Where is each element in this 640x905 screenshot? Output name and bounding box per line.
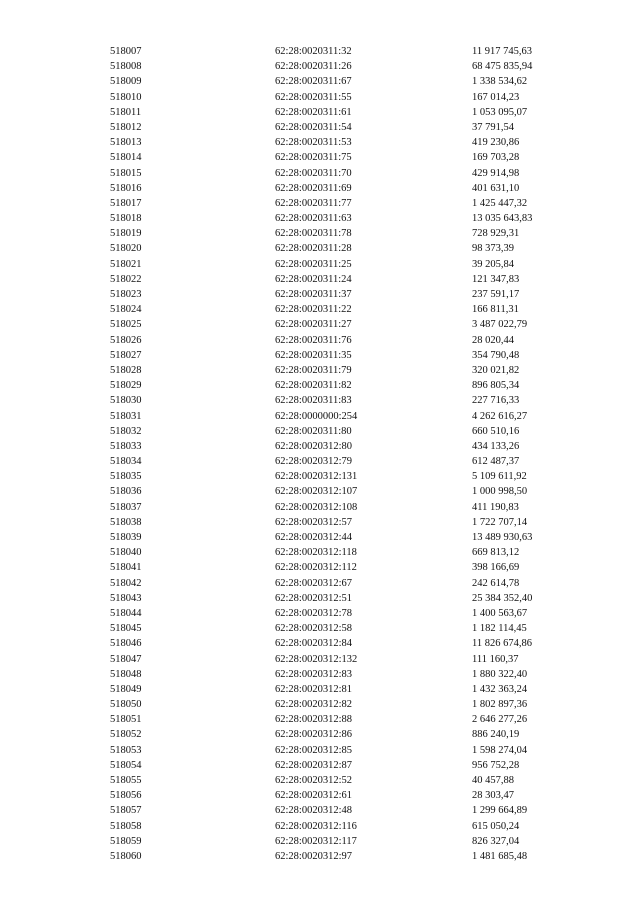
cadastral-value: 1 880 322,40 [472, 668, 528, 680]
table-row [0, 393, 640, 408]
cadastral-number: 62:28:0020312:83 [275, 668, 353, 680]
row-number: 518007 [110, 46, 142, 57]
cadastral-number: 62:28:0020312:78 [275, 607, 353, 619]
row-number: 518056 [110, 790, 142, 802]
row-number: 518057 [110, 805, 142, 817]
cadastral-number: 62:28:0020312:118 [275, 547, 357, 559]
cadastral-value: 1 802 897,36 [472, 699, 528, 711]
row-number: 518011 [110, 106, 142, 118]
cadastral-value: 660 510,16 [472, 425, 520, 437]
table-row [0, 591, 640, 606]
table-row [0, 302, 640, 317]
table-row [0, 849, 640, 864]
cadastral-number: 62:28:0020311:53 [275, 137, 352, 149]
cadastral-number: 62:28:0020312:79 [275, 456, 353, 468]
cadastral-number: 62:28:0020311:22 [275, 304, 352, 316]
cadastral-value: 5 109 611,92 [472, 471, 527, 483]
cadastral-number: 62:28:0020312:131 [275, 471, 358, 483]
cadastral-number: 62:28:0020312:107 [275, 486, 358, 498]
cadastral-number: 62:28:0020312:81 [275, 683, 353, 695]
row-number: 518016 [110, 182, 142, 194]
row-number: 518060 [110, 850, 142, 862]
table-row [0, 105, 640, 120]
row-number: 518055 [110, 775, 142, 786]
cadastral-value: 886 240,19 [472, 729, 520, 741]
row-number: 518033 [110, 440, 142, 452]
cadastral-value: 242 614,78 [472, 577, 520, 589]
cadastral-number: 62:28:0020311:32 [275, 46, 352, 57]
cadastral-number: 62:28:0020312:85 [275, 744, 353, 756]
row-number: 518052 [110, 729, 142, 741]
row-number: 518028 [110, 364, 142, 376]
cadastral-value: 826 327,04 [472, 835, 520, 847]
table-row [0, 317, 640, 332]
cadastral-number: 62:28:0020312:82 [275, 699, 353, 711]
cadastral-value: 1 299 664,89 [472, 805, 528, 817]
cadastral-value: 1 338 534,62 [472, 76, 528, 88]
cadastral-number: 62:28:0020311:78 [275, 228, 352, 240]
row-number: 518013 [110, 137, 142, 149]
table-row [0, 621, 640, 636]
cadastral-number: 62:28:0020311:54 [275, 121, 352, 133]
cadastral-number: 62:28:0020311:25 [275, 258, 352, 270]
table-row [0, 424, 640, 439]
table-row [0, 819, 640, 834]
cadastral-value: 419 230,86 [472, 137, 520, 149]
table-row [0, 135, 640, 150]
cadastral-value: 429 914,98 [472, 167, 520, 179]
cadastral-number: 62:28:0020311:61 [275, 106, 352, 118]
row-number: 518044 [110, 607, 142, 619]
cadastral-value: 121 347,83 [472, 273, 520, 285]
cadastral-number: 62:28:0020311:55 [275, 91, 352, 103]
row-number: 518018 [110, 213, 142, 225]
row-number: 518008 [110, 61, 142, 73]
row-number: 518029 [110, 380, 142, 392]
table-row [0, 439, 640, 454]
cadastral-value: 28 020,44 [472, 334, 514, 346]
table-row [0, 803, 640, 818]
cadastral-value: 1 425 447,32 [472, 197, 528, 209]
cadastral-value: 615 050,24 [472, 820, 520, 832]
cadastral-number: 62:28:0020311:26 [275, 61, 352, 73]
cadastral-number: 62:28:0020311:37 [275, 289, 352, 300]
table-row [0, 333, 640, 348]
cadastral-value: 169 703,28 [472, 152, 520, 164]
cadastral-number: 62:28:0020312:84 [275, 638, 353, 650]
table-row [0, 454, 640, 469]
row-number: 518019 [110, 228, 142, 240]
cadastral-value: 11 826 674,86 [472, 638, 532, 650]
cadastral-value: 98 373,39 [472, 243, 514, 255]
cadastral-number: 62:28:0020311:35 [275, 349, 352, 361]
row-number: 518014 [110, 152, 142, 164]
cadastral-value: 1 598 274,04 [472, 744, 528, 756]
cadastral-value: 1 053 095,07 [472, 106, 528, 118]
cadastral-number: 62:28:0020312:132 [275, 653, 358, 665]
cadastral-value: 354 790,48 [472, 349, 520, 361]
row-number: 518030 [110, 395, 142, 407]
cadastral-value: 13 035 643,83 [472, 213, 533, 225]
cadastral-number: 62:28:0020312:51 [275, 592, 353, 604]
table-row [0, 667, 640, 682]
cadastral-number: 62:28:0020311:75 [275, 152, 352, 164]
row-number: 518012 [110, 121, 142, 133]
row-number: 518025 [110, 319, 142, 331]
cadastral-number: 62:28:0020312:80 [275, 440, 353, 452]
table-row [0, 560, 640, 575]
row-number: 518046 [110, 638, 142, 650]
cadastral-number: 62:28:0020312:117 [275, 835, 357, 847]
table-row [0, 576, 640, 591]
cadastral-value: 411 190,83 [472, 501, 519, 513]
row-number: 518020 [110, 243, 142, 255]
cadastral-number: 62:28:0000000:254 [275, 410, 358, 422]
table-row [0, 272, 640, 287]
cadastral-number: 62:28:0020312:58 [275, 623, 353, 635]
table-row [0, 378, 640, 393]
row-number: 518054 [110, 759, 142, 771]
cadastral-number: 62:28:0020311:80 [275, 425, 352, 437]
table-row [0, 682, 640, 697]
row-number: 518024 [110, 304, 142, 316]
cadastral-value: 227 716,33 [472, 395, 520, 407]
data-table [0, 44, 640, 864]
table-row [0, 409, 640, 424]
table-row [0, 196, 640, 211]
cadastral-number: 62:28:0020311:82 [275, 380, 352, 392]
row-number: 518045 [110, 623, 142, 635]
table-row [0, 697, 640, 712]
cadastral-number: 62:28:0020312:67 [275, 577, 353, 589]
table-row [0, 606, 640, 621]
table-row [0, 636, 640, 651]
row-number: 518036 [110, 486, 142, 498]
row-number: 518032 [110, 425, 142, 437]
row-number: 518031 [110, 410, 142, 422]
row-number: 518041 [110, 562, 142, 574]
row-number: 518022 [110, 273, 142, 285]
cadastral-value: 37 791,54 [472, 121, 514, 133]
table-row [0, 743, 640, 758]
table-row [0, 758, 640, 773]
row-number: 518059 [110, 835, 142, 847]
table-row [0, 44, 640, 59]
row-number: 518048 [110, 668, 142, 680]
cadastral-number: 62:28:0020311:28 [275, 243, 352, 255]
cadastral-value: 3 487 022,79 [472, 319, 528, 331]
table-row [0, 181, 640, 196]
table-row [0, 150, 640, 165]
cadastral-number: 62:28:0020312:116 [275, 820, 357, 832]
cadastral-value: 1 481 685,48 [472, 850, 528, 862]
row-number: 518038 [110, 516, 142, 528]
cadastral-value: 320 021,82 [472, 364, 520, 376]
row-number: 518050 [110, 699, 142, 711]
table-row [0, 226, 640, 241]
cadastral-number: 62:28:0020311:24 [275, 273, 352, 285]
row-number: 518009 [110, 76, 142, 88]
cadastral-value: 669 813,12 [472, 547, 520, 559]
row-number: 518010 [110, 91, 142, 103]
cadastral-value: 237 591,17 [472, 289, 520, 300]
cadastral-number: 62:28:0020311:69 [275, 182, 352, 194]
row-number: 518040 [110, 547, 142, 559]
table-row [0, 90, 640, 105]
cadastral-value: 1 000 998,50 [472, 486, 528, 498]
cadastral-number: 62:28:0020312:88 [275, 714, 353, 726]
row-number: 518034 [110, 456, 142, 468]
table-row [0, 211, 640, 226]
table-row [0, 545, 640, 560]
row-number: 518021 [110, 258, 142, 270]
cadastral-value: 398 166,69 [472, 562, 520, 574]
cadastral-number: 62:28:0020312:86 [275, 729, 353, 741]
table-row [0, 241, 640, 256]
cadastral-number: 62:28:0020311:70 [275, 167, 352, 179]
row-number: 518058 [110, 820, 142, 832]
table-row [0, 74, 640, 89]
cadastral-value: 166 811,31 [472, 304, 519, 316]
cadastral-value: 1 182 114,45 [472, 623, 527, 635]
cadastral-value: 167 014,23 [472, 91, 520, 103]
cadastral-value: 111 160,37 [472, 653, 519, 665]
cadastral-number: 62:28:0020311:76 [275, 334, 352, 346]
cadastral-value: 28 303,47 [472, 790, 514, 802]
cadastral-value: 25 384 352,40 [472, 592, 533, 604]
row-number: 518047 [110, 653, 142, 665]
table-row [0, 363, 640, 378]
table-row [0, 727, 640, 742]
cadastral-number: 62:28:0020312:44 [275, 532, 353, 543]
table-row [0, 788, 640, 803]
cadastral-number: 62:28:0020312:112 [275, 562, 357, 574]
table-row [0, 120, 640, 135]
cadastral-number: 62:28:0020312:87 [275, 759, 353, 771]
table-row [0, 773, 640, 788]
table-row [0, 257, 640, 272]
cadastral-number: 62:28:0020311:27 [275, 319, 352, 331]
table-row [0, 484, 640, 499]
cadastral-number: 62:28:0020312:97 [275, 850, 353, 862]
cadastral-number: 62:28:0020312:108 [275, 501, 358, 513]
cadastral-value: 4 262 616,27 [472, 410, 528, 422]
row-number: 518026 [110, 334, 142, 346]
cadastral-number: 62:28:0020312:48 [275, 805, 353, 817]
row-number: 518015 [110, 167, 142, 179]
table-row [0, 530, 640, 545]
row-number: 518049 [110, 683, 142, 695]
table-row [0, 500, 640, 515]
row-number: 518037 [110, 501, 142, 513]
cadastral-value: 401 631,10 [472, 182, 520, 194]
cadastral-value: 896 805,34 [472, 380, 520, 392]
cadastral-number: 62:28:0020311:67 [275, 76, 352, 88]
cadastral-value: 11 917 745,63 [472, 46, 532, 57]
cadastral-number: 62:28:0020312:52 [275, 775, 353, 786]
cadastral-number: 62:28:0020311:83 [275, 395, 352, 407]
row-number: 518035 [110, 471, 142, 483]
cadastral-value: 612 487,37 [472, 456, 520, 468]
row-number: 518027 [110, 349, 142, 361]
table-row [0, 469, 640, 484]
table-row [0, 348, 640, 363]
table-row [0, 166, 640, 181]
cadastral-value: 956 752,28 [472, 759, 520, 771]
table-row [0, 834, 640, 849]
row-number: 518023 [110, 289, 142, 300]
table-row [0, 652, 640, 667]
cadastral-value: 39 205,84 [472, 258, 514, 270]
table-row [0, 287, 640, 302]
cadastral-value: 40 457,88 [472, 775, 514, 786]
cadastral-value: 1 722 707,14 [472, 516, 528, 528]
cadastral-number: 62:28:0020312:61 [275, 790, 353, 802]
cadastral-number: 62:28:0020311:77 [275, 197, 352, 209]
cadastral-number: 62:28:0020311:79 [275, 364, 352, 376]
row-number: 518053 [110, 744, 142, 756]
row-number: 518039 [110, 532, 142, 543]
cadastral-number: 62:28:0020311:63 [275, 213, 352, 225]
row-number: 518051 [110, 714, 142, 726]
cadastral-value: 13 489 930,63 [472, 532, 533, 543]
table-row [0, 515, 640, 530]
cadastral-value: 1 400 563,67 [472, 607, 528, 619]
row-number: 518043 [110, 592, 142, 604]
cadastral-value: 2 646 277,26 [472, 714, 528, 726]
row-number: 518017 [110, 197, 142, 209]
cadastral-value: 434 133,26 [472, 440, 520, 452]
cadastral-value: 728 929,31 [472, 228, 520, 240]
row-number: 518042 [110, 577, 142, 589]
cadastral-value: 1 432 363,24 [472, 683, 528, 695]
table-row [0, 712, 640, 727]
cadastral-number: 62:28:0020312:57 [275, 516, 353, 528]
table-row [0, 59, 640, 74]
cadastral-value: 68 475 835,94 [472, 61, 533, 73]
